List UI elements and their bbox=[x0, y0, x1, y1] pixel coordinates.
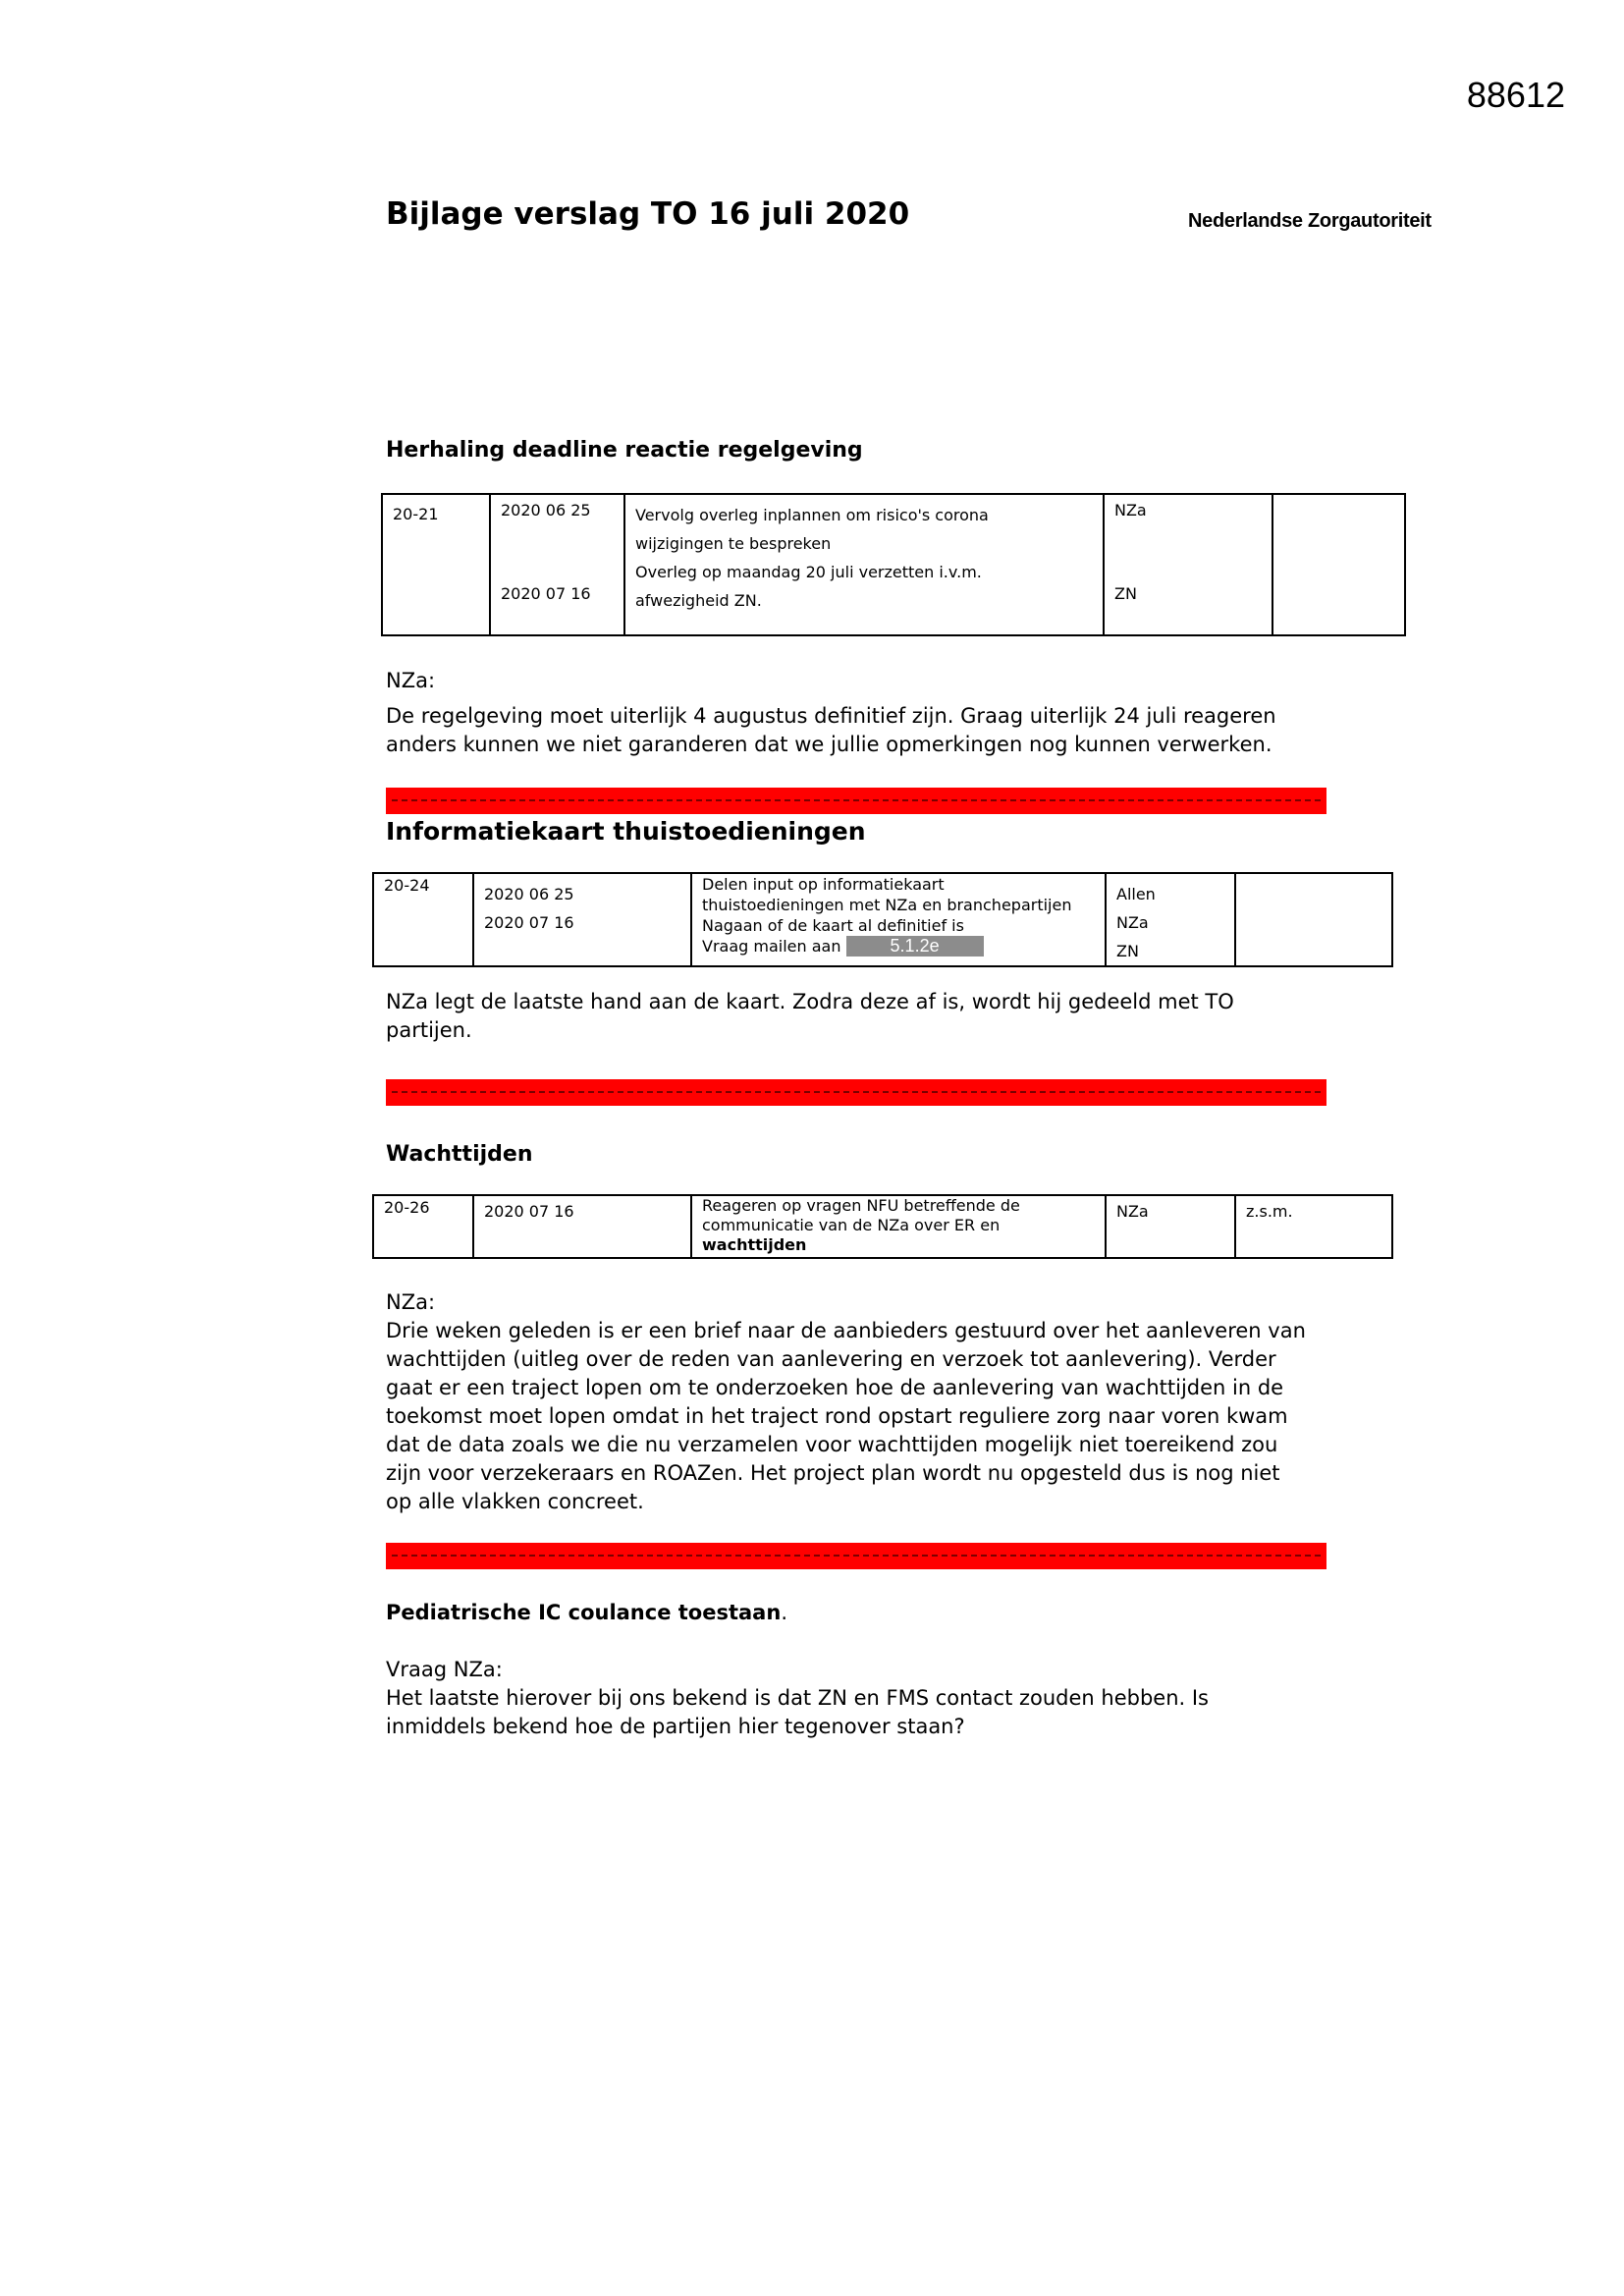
table-row bbox=[382, 494, 1405, 635]
document-number: 88612 bbox=[1466, 75, 1565, 115]
speaker-label: NZa: bbox=[386, 1290, 436, 1314]
paragraph: Het laatste hierover bij ons bekend is dat ZN en FMS contact zouden hebben. Is inmiddels bekend hoe de partijen hier tegenover staan? bbox=[386, 1686, 1210, 1738]
speaker-label: NZa: bbox=[386, 669, 436, 692]
action-table-deadline bbox=[381, 493, 1406, 636]
red-separator bbox=[386, 1079, 1326, 1106]
action-owner: NZa ZN bbox=[1104, 494, 1272, 635]
section-heading-pediatrische-ic: Pediatrische IC coulance toestaan. bbox=[386, 1601, 787, 1624]
paragraph: Drie weken geleden is er een brief naar de aanbieders gestuurd over het aanleveren van wachttijden (uitleg over de reden van aanlevering en verzoek tot aanlevering). Verder gaat er een traject lopen om te onderzoeken hoe de aanlevering van wachttijden in de toekomst moet lopen omdat in het traject rond opstart reguliere zorg naar voren kwam dat de data zoals we die nu verzamelen voor wachttijden mogelijk niet toereikend zou zijn voor verzekeraars en ROAZen. Het project plan wordt nu opgesteld dus is nog niet op alle vlakken concreet. bbox=[386, 1319, 1306, 1513]
action-id: 20-24 bbox=[373, 873, 473, 966]
action-dates: 2020 07 16 bbox=[473, 1195, 691, 1258]
red-separator bbox=[386, 1543, 1326, 1569]
action-deadline bbox=[1272, 494, 1405, 635]
action-deadline: z.s.m. bbox=[1235, 1195, 1392, 1258]
action-description: Reageren op vragen NFU betreffende de communicatie van de NZa over ER en wachttijden bbox=[691, 1195, 1106, 1258]
action-id: 20-26 bbox=[373, 1195, 473, 1258]
action-description: Vervolg overleg inplannen om risico's corona wijzigingen te bespreken Overleg op maandag 20 juli verzetten i.v.m. afwezigheid ZN. bbox=[624, 494, 1104, 635]
paragraph: De regelgeving moet uiterlijk 4 augustus definitief zijn. Graag uiterlijk 24 juli reageren anders kunnen we niet garanderen dat we jullie opmerkingen nog kunnen verwerken. bbox=[386, 704, 1276, 756]
redaction-box: 5.1.2e bbox=[846, 936, 984, 957]
section-heading-informatiekaart: Informatiekaart thuistoedieningen bbox=[386, 817, 866, 846]
action-dates: 2020 06 25 2020 07 16 bbox=[473, 873, 691, 966]
action-owner: Allen NZa ZN bbox=[1106, 873, 1235, 966]
table-row bbox=[373, 1195, 1392, 1258]
paragraph: NZa legt de laatste hand aan de kaart. Zodra deze af is, wordt hij gedeeld met TO partijen. bbox=[386, 990, 1234, 1042]
section-heading-deadline: Herhaling deadline reactie regelgeving bbox=[386, 438, 863, 463]
action-table-informatiekaart bbox=[372, 872, 1393, 967]
action-dates: 2020 06 25 2020 07 16 bbox=[490, 494, 624, 635]
action-id: 20-21 bbox=[382, 494, 490, 635]
table-row bbox=[373, 873, 1392, 966]
page-title: Bijlage verslag TO 16 juli 2020 bbox=[386, 196, 910, 232]
action-owner: NZa bbox=[1106, 1195, 1235, 1258]
action-deadline bbox=[1235, 873, 1392, 966]
red-separator bbox=[386, 788, 1326, 814]
action-table-wachttijden bbox=[372, 1194, 1393, 1259]
speaker-label: Vraag NZa: bbox=[386, 1658, 503, 1681]
action-description: Delen input op informatiekaart thuistoedieningen met NZa en branchepartijen Nagaan of de kaart al definitief is Vraag mailen aan 5.1.2e bbox=[691, 873, 1106, 966]
organization-name: Nederlandse Zorgautoriteit bbox=[1188, 210, 1432, 232]
section-heading-wachttijden: Wachttijden bbox=[386, 1142, 533, 1167]
